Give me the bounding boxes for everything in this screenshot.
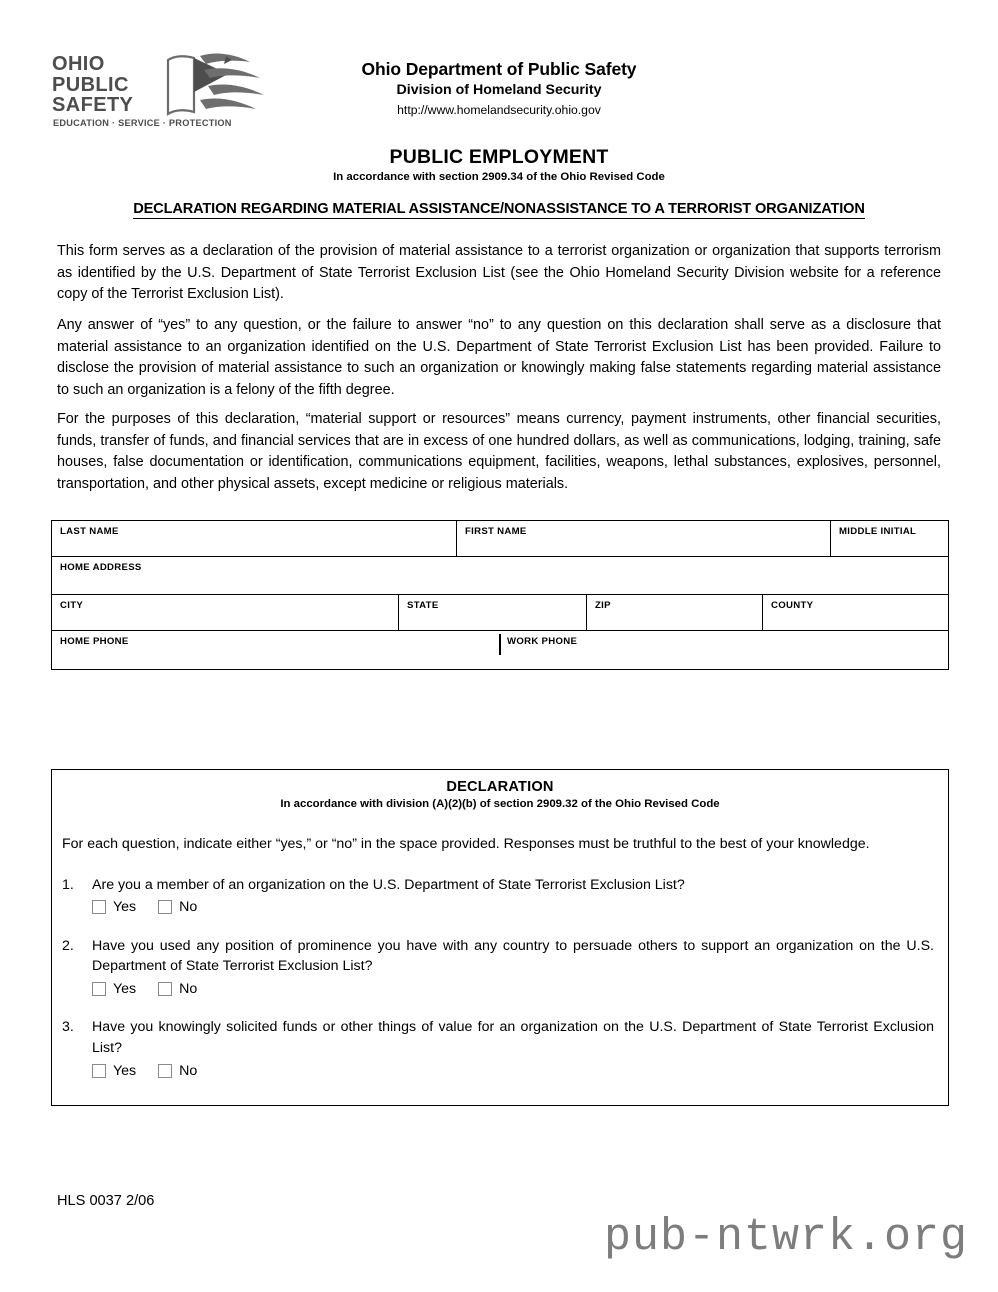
question-item bbox=[62, 936, 934, 997]
question-item bbox=[62, 1017, 934, 1078]
answer-yes-q1[interactable] bbox=[92, 900, 136, 914]
checkbox-no-icon[interactable] bbox=[158, 1064, 172, 1078]
checkbox-no-label: No bbox=[179, 1062, 198, 1079]
field-label-home-address: HOME ADDRESS bbox=[60, 562, 142, 573]
table-row-address bbox=[52, 557, 948, 595]
declaration-section-subtitle: In accordance with division (A)(2)(b) of section 2909.32 of the Ohio Revised Code bbox=[280, 798, 720, 810]
field-label-work-phone: WORK PHONE bbox=[507, 636, 578, 647]
intro-paragraph-3: For the purposes of this declaration, “material support or resources” means currency, payment instruments, other financial securities, funds, transfer of funds, and financial services that are in excess of one hundred dollars, as well as communications, lodging, training, safe houses, false documentation or identification, communications equipment, facilities, weapons, lethal substances, explosives, personnel, transportation, and other physical assets, except medicine or religious materials. bbox=[57, 411, 941, 492]
applicant-information-table bbox=[51, 520, 949, 670]
department-name: Ohio Department of Public Safety bbox=[361, 59, 637, 79]
field-county[interactable] bbox=[762, 595, 947, 630]
field-home-address[interactable] bbox=[52, 557, 947, 594]
field-state[interactable] bbox=[398, 595, 586, 630]
field-first-name[interactable] bbox=[456, 521, 830, 556]
checkbox-yes-label: Yes bbox=[113, 981, 137, 997]
field-label-city: CITY bbox=[60, 600, 84, 611]
field-label-middle-initial: MIDDLE INITIAL bbox=[839, 526, 917, 537]
form-title: PUBLIC EMPLOYMENT bbox=[389, 146, 609, 168]
form-code: HLS 0037 2/06 bbox=[57, 1193, 155, 1209]
answer-row bbox=[92, 982, 934, 996]
answer-no-q1[interactable] bbox=[158, 900, 197, 914]
field-label-zip: ZIP bbox=[595, 600, 611, 611]
ohio-public-safety-logo bbox=[52, 52, 282, 134]
watermark: pub-ntwrk.org bbox=[603, 1212, 968, 1263]
logo-wordmark bbox=[52, 54, 172, 116]
question-text: Have you used any position of prominence you have with any country to persuade others to support an organization on the U.S. Department of State Terrorist Exclusion List? bbox=[92, 937, 934, 975]
field-home-phone[interactable] bbox=[52, 631, 499, 669]
question-text: Have you knowingly solicited funds or other things of value for an organization on the U.S. Department of State Terrorist Exclusion List? bbox=[92, 1019, 934, 1056]
intro-paragraph-1: This form serves as a declaration of the provision of material assistance to a terrorist organization or organization that supports terrorism as identified by the U.S. Department of State Terrorist Exclusion List (see the Ohio Homeland Security Division website for a reference copy of the Terrorist Exclusion List). bbox=[57, 243, 941, 303]
logo-tagline: EDUCATION · SERVICE · PROTECTION bbox=[53, 118, 232, 128]
division-name: Division of Homeland Security bbox=[396, 82, 602, 99]
answer-row bbox=[92, 900, 934, 914]
work-phone-divider bbox=[499, 634, 501, 655]
checkbox-yes-label: Yes bbox=[113, 1062, 137, 1079]
logo-line-ohio: OHIO bbox=[52, 53, 105, 75]
field-label-home-phone: HOME PHONE bbox=[60, 636, 129, 647]
declaration-heading-text: DECLARATION REGARDING MATERIAL ASSISTANCE/NONASSISTANCE TO A TERRORIST ORGANIZATION bbox=[133, 201, 865, 217]
department-url: http://www.homelandsecurity.ohio.gov bbox=[397, 102, 601, 117]
checkbox-yes-icon[interactable] bbox=[92, 900, 106, 914]
declaration-instruction: For each question, indicate either “yes,” or “no” in the space provided. Responses must be truthful to the best of your knowledge. bbox=[62, 836, 870, 852]
document-header bbox=[0, 0, 998, 140]
declaration-section bbox=[51, 769, 949, 1106]
field-label-last-name: LAST NAME bbox=[60, 526, 119, 537]
table-row-phones bbox=[52, 631, 948, 669]
checkbox-no-label: No bbox=[179, 981, 198, 997]
checkbox-yes-icon[interactable] bbox=[92, 982, 106, 996]
header-titles bbox=[249, 58, 749, 118]
question-number: 1. bbox=[62, 876, 74, 893]
answer-no-q2[interactable] bbox=[158, 982, 197, 996]
checkbox-no-icon[interactable] bbox=[158, 982, 172, 996]
table-row-city-state-zip bbox=[52, 595, 948, 631]
field-work-phone[interactable] bbox=[499, 631, 947, 669]
field-zip[interactable] bbox=[586, 595, 762, 630]
field-label-county: COUNTY bbox=[771, 600, 814, 611]
logo-line-public: PUBLIC bbox=[52, 73, 129, 96]
question-number: 3. bbox=[62, 1019, 74, 1036]
checkbox-yes-icon[interactable] bbox=[92, 1064, 106, 1078]
intro-paragraph-2: Any answer of “yes” to any question, or the failure to answer “no” to any question on this declaration shall serve as a disclosure that material assistance to an organization identified on the U.S. Department of State Terrorist Exclusion List has been provided. Failure to disclose the provision of material assistance to such an organization or knowingly making false statements regarding material assistance to such an organization is a felony of the fifth degree. bbox=[57, 317, 941, 398]
field-middle-initial[interactable] bbox=[830, 521, 947, 556]
checkbox-no-icon[interactable] bbox=[158, 900, 172, 914]
form-subtitle: In accordance with section 2909.34 of the Ohio Revised Code bbox=[333, 171, 665, 183]
answer-no-q3[interactable] bbox=[158, 1064, 197, 1078]
field-last-name[interactable] bbox=[52, 521, 456, 556]
answer-yes-q2[interactable] bbox=[92, 982, 136, 996]
answer-yes-q3[interactable] bbox=[92, 1064, 136, 1078]
declaration-heading bbox=[0, 201, 998, 217]
checkbox-yes-label: Yes bbox=[113, 899, 137, 916]
field-label-state: STATE bbox=[407, 600, 439, 611]
question-text: Are you a member of an organization on the U.S. Department of State Terrorist Exclusion List? bbox=[92, 876, 685, 893]
logo-line-safety: SAFETY bbox=[52, 94, 134, 117]
declaration-questions bbox=[52, 875, 948, 1078]
question-number: 2. bbox=[62, 937, 74, 954]
checkbox-no-label: No bbox=[179, 899, 198, 916]
question-item bbox=[62, 875, 934, 915]
table-row-name bbox=[52, 521, 948, 557]
answer-row bbox=[92, 1064, 934, 1078]
declaration-section-title: DECLARATION bbox=[446, 779, 554, 795]
field-label-first-name: FIRST NAME bbox=[465, 526, 527, 537]
field-city[interactable] bbox=[52, 595, 398, 630]
